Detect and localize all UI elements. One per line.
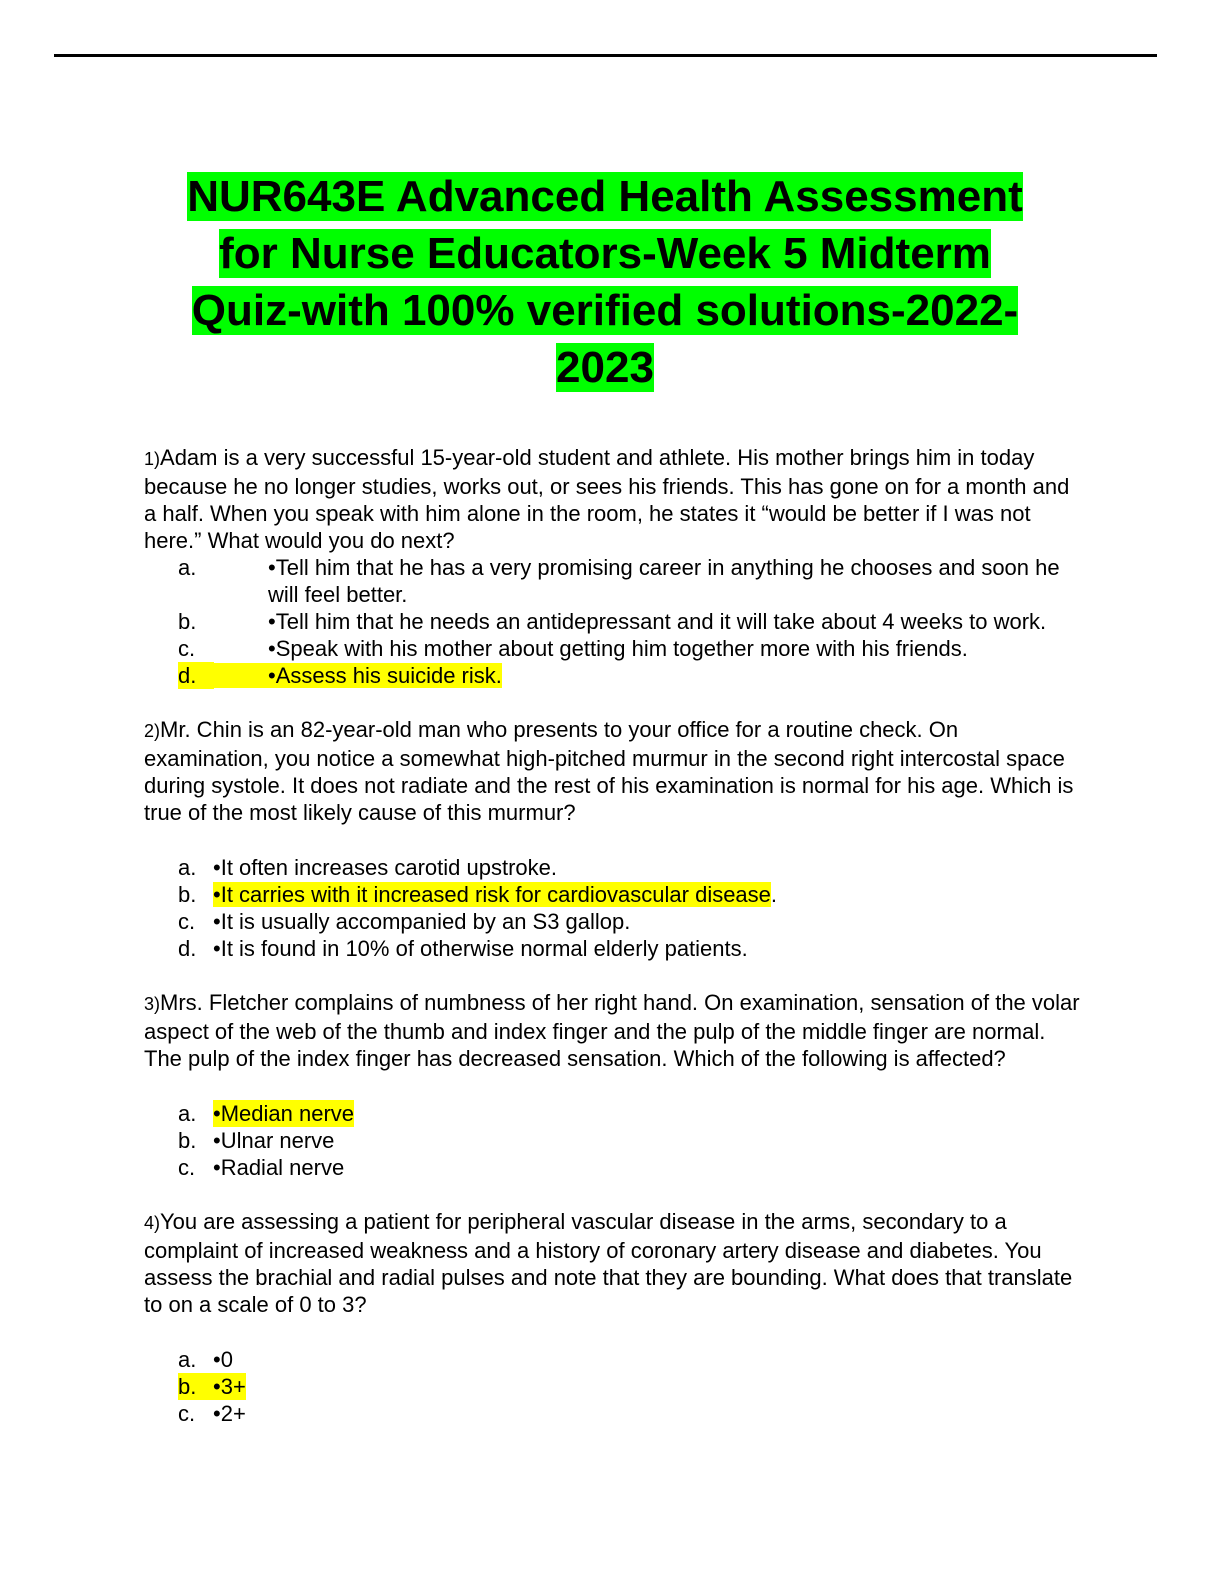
option-text: •It often increases carotid upstroke. (213, 855, 557, 880)
option-letter: b. (178, 1374, 197, 1399)
option-2c (178, 908, 1084, 935)
option-letter: c. (178, 909, 196, 934)
option-text: •It is found in 10% of otherwise normal elderly patients. (213, 936, 748, 961)
option-text: •Speak with his mother about getting him together more with his friends. (268, 636, 968, 661)
option-3b (178, 1127, 1084, 1154)
title-line-4: 2023 (556, 343, 654, 392)
title-line-2: for Nurse Educators-Week 5 Midterm (219, 229, 991, 278)
option-text: •Ulnar nerve (213, 1128, 335, 1153)
document-title (100, 168, 1110, 396)
options-4 (144, 1346, 1084, 1427)
question-text: Mrs. Fletcher complains of numbness of her right hand. On examination, sensation of the volar aspect of the web of the thumb and index finger and the pulp of the middle finger are normal. The pulp of the index finger has decreased sensation. Which of the following is affected? (144, 990, 1080, 1071)
options-1 (144, 554, 1084, 689)
options-3 (144, 1100, 1084, 1181)
question-text: You are assessing a patient for peripheral vascular disease in the arms, secondary to a complaint of increased weakness and a history of coronary artery disease and diabetes. You assess the brachial and radial pulses and note that they are bounding. What does that translate to on a scale of 0 to 3? (144, 1209, 1073, 1317)
option-2d (178, 935, 1084, 962)
question-text: Mr. Chin is an 82-year-old man who presents to your office for a routine check. On examination, you notice a somewhat high-pitched murmur in the second right intercostal space during systole. It does not radiate and the rest of his examination is normal for his age. Which is true of the most likely cause of this murmur? (144, 717, 1074, 825)
question-4 (144, 1208, 1084, 1318)
option-4a (178, 1346, 1084, 1373)
question-number: 2) (144, 721, 161, 741)
title-line-1: NUR643E Advanced Health Assessment (187, 172, 1023, 221)
option-3a-correct (178, 1100, 1084, 1127)
question-1 (144, 444, 1084, 554)
option-text: •Median nerve (213, 1101, 355, 1126)
option-text: •0 (213, 1347, 233, 1372)
option-text: •It is usually accompanied by an S3 gallop. (213, 909, 631, 934)
question-text: Adam is a very successful 15-year-old student and athlete. His mother brings him in today because he no longer studies, works out, or sees his friends. This has gone on for a month and a half. When you speak with him alone in the room, he states it “would be better if I was not here.” What would you do next? (144, 445, 1070, 553)
option-letter: b. (178, 882, 197, 907)
quiz-content (144, 444, 1084, 1427)
options-2 (144, 854, 1084, 962)
question-number: 4) (144, 1213, 161, 1233)
option-letter: c. (178, 1155, 196, 1180)
option-4c (178, 1400, 1084, 1427)
option-1d-correct (144, 662, 1084, 689)
option-text: •It carries with it increased risk for cardiovascular disease (213, 882, 771, 907)
option-letter: a. (178, 1101, 197, 1126)
option-letter: c. (178, 636, 196, 661)
option-text: •Tell him that he has a very promising career in anything he chooses and soon he will feel better. (268, 555, 1060, 607)
title-line-3: Quiz-with 100% verified solutions-2022- (191, 286, 1019, 335)
option-letter: b. (178, 609, 197, 634)
option-letter: d. (178, 936, 197, 961)
option-text: •Assess his suicide risk. (214, 663, 502, 688)
question-2 (144, 716, 1084, 826)
option-letter: a. (178, 855, 197, 880)
option-suffix: . (770, 882, 778, 907)
question-3 (144, 989, 1084, 1072)
option-4b-correct (178, 1373, 1084, 1400)
question-number: 1) (144, 449, 161, 469)
question-number: 3) (144, 994, 161, 1014)
option-text: •Tell him that he needs an antidepressant and it will take about 4 weeks to work. (268, 609, 1047, 634)
option-3c (178, 1154, 1084, 1181)
option-letter: b. (178, 1128, 197, 1153)
option-letter: a. (178, 555, 197, 580)
option-1b (144, 608, 1084, 635)
option-text: •Radial nerve (213, 1155, 345, 1180)
option-letter: c. (178, 1401, 196, 1426)
option-1c (144, 635, 1084, 662)
option-letter: a. (178, 1347, 197, 1372)
option-letter: d. (178, 662, 214, 689)
option-text: •2+ (213, 1401, 246, 1426)
option-2b-correct (178, 881, 1084, 908)
header-rule (54, 54, 1157, 57)
option-text: •3+ (213, 1374, 246, 1399)
option-2a (178, 854, 1084, 881)
option-1a (144, 554, 1084, 608)
